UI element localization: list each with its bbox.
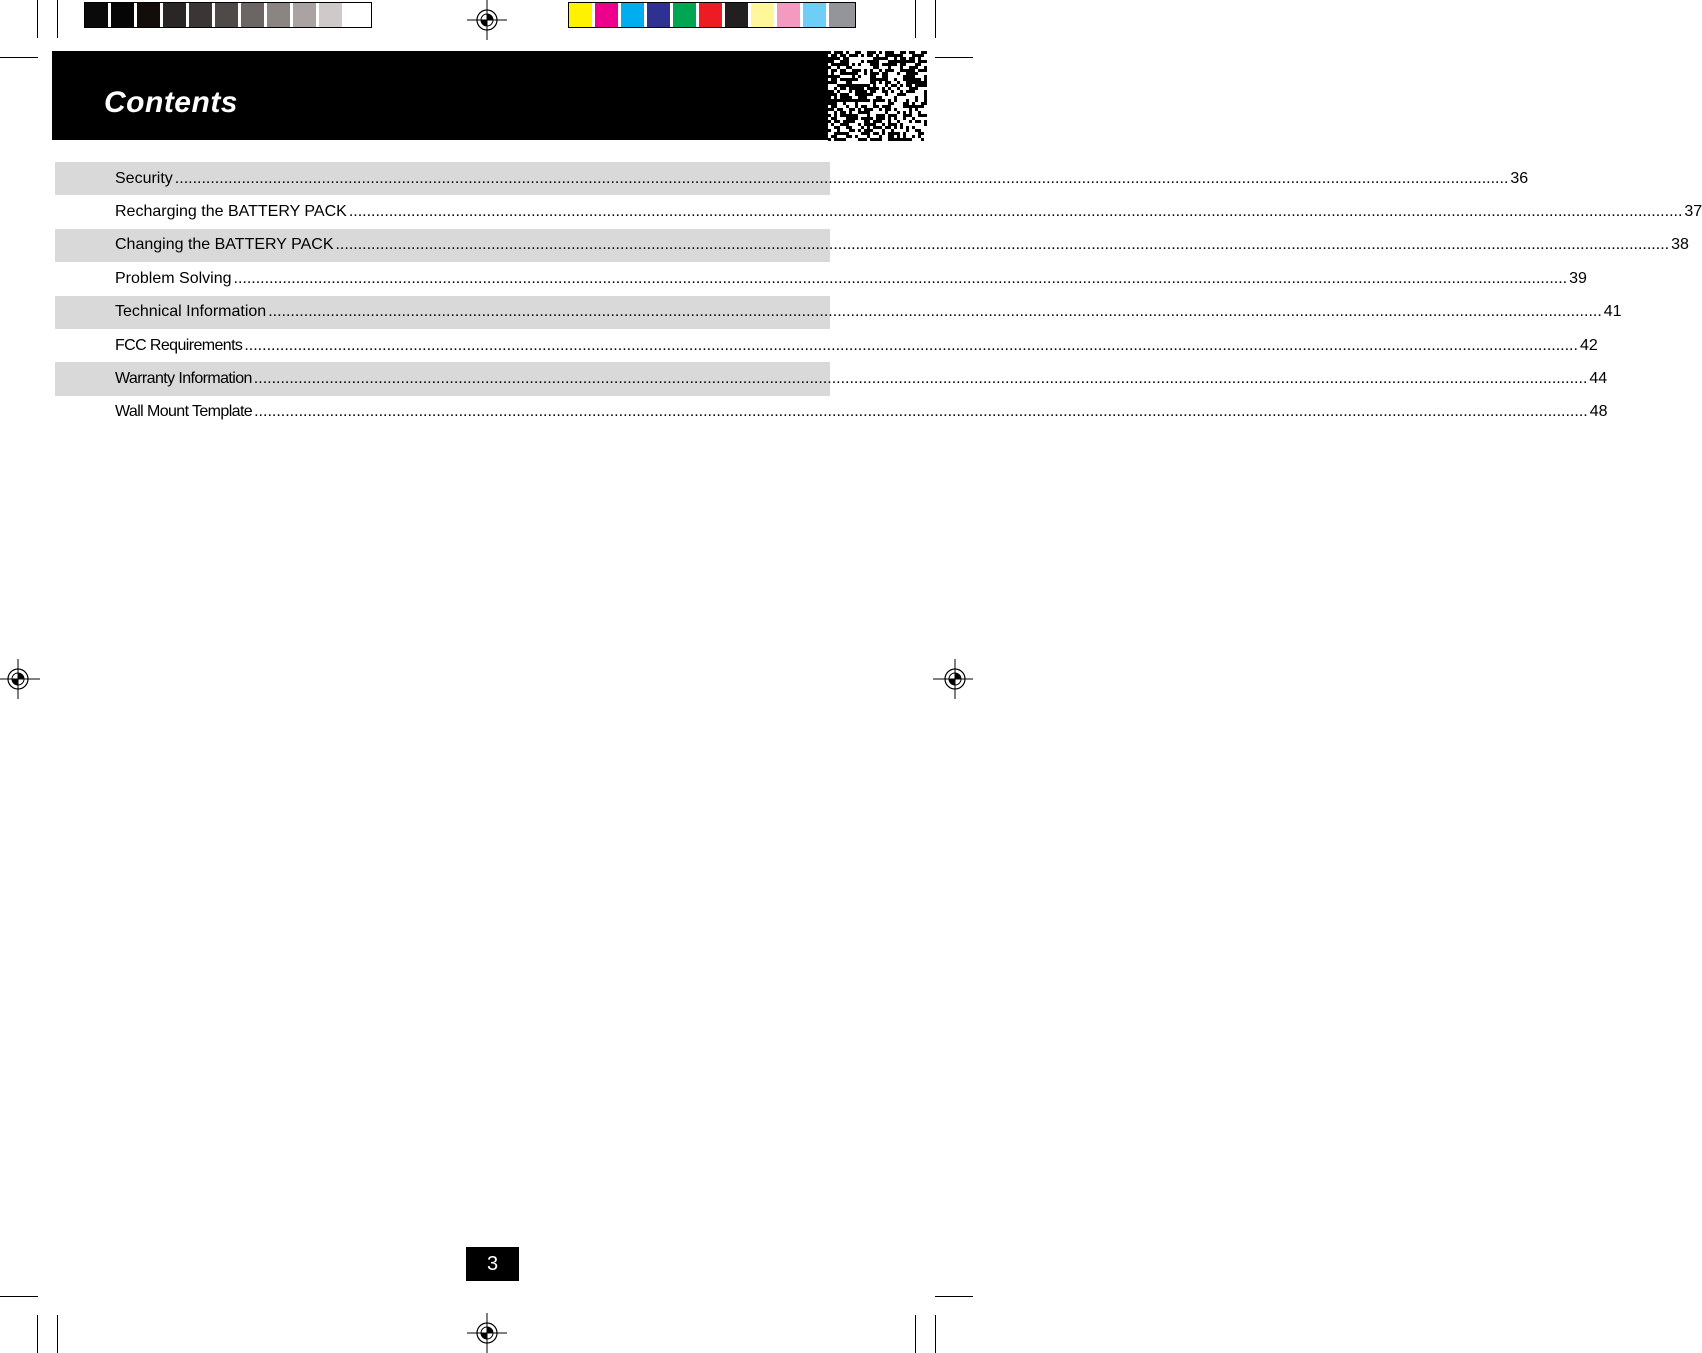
crop-mark-bottom-right-h [935, 1296, 973, 1297]
toc-leader-dots: ............................................................................................................................................................................................................................................................................................................ [348, 203, 1683, 221]
grayscale-color-bar [84, 2, 372, 28]
crop-mark-top-left-v2 [57, 0, 58, 38]
toc-entry-title: Warranty Information [115, 370, 252, 388]
toc-entry-page: 41 [1603, 303, 1622, 321]
toc-entry[interactable] [55, 362, 1608, 395]
grayscale-swatch [85, 3, 111, 27]
grayscale-swatch [215, 3, 241, 27]
toc-entry-page: 37 [1684, 203, 1702, 221]
toc-entry-title: Changing the BATTERY PACK [115, 236, 334, 254]
toc-entry-title: Problem Solving [115, 269, 232, 287]
crop-mark-bottom-left-v2 [57, 1315, 58, 1353]
process-swatch [751, 3, 777, 27]
crop-mark-bottom-right-v2 [915, 1315, 916, 1353]
crop-mark-top-right-v2 [915, 0, 916, 38]
process-swatch [777, 3, 803, 27]
registration-mark-bottom [467, 1313, 507, 1353]
crop-mark-top-left-h [0, 57, 38, 58]
registration-mark-left [0, 659, 40, 699]
toc-leader-dots: ............................................................................................................................................................................................................................................................................................................ [174, 169, 1509, 187]
toc-entry[interactable] [55, 296, 1622, 329]
table-of-contents [55, 162, 1702, 429]
toc-entry-title: Security [115, 169, 173, 187]
toc-entry-title: Recharging the BATTERY PACK [115, 203, 347, 221]
registration-mark-right [933, 659, 973, 699]
process-swatch [621, 3, 647, 27]
toc-entry-page: 39 [1569, 269, 1587, 287]
crop-mark-top-right-h [935, 57, 973, 58]
toc-leader-dots: ............................................................................................................................................................................................................................................................................................................ [268, 303, 1602, 321]
registration-mark-top [467, 0, 507, 40]
grayscale-swatch [319, 3, 345, 27]
grayscale-swatch [111, 3, 137, 27]
crop-mark-top-left-v [37, 0, 38, 38]
noise-pattern-graphic [828, 51, 927, 140]
toc-entry[interactable] [55, 262, 1587, 295]
grayscale-swatch [189, 3, 215, 27]
toc-entry[interactable] [55, 396, 1608, 429]
toc-entry[interactable] [55, 162, 1529, 195]
crop-mark-bottom-left-v [37, 1315, 38, 1353]
grayscale-swatch [163, 3, 189, 27]
process-swatch [647, 3, 673, 27]
toc-entry[interactable] [55, 229, 1689, 262]
page-title: Contents [104, 86, 238, 119]
process-swatch [595, 3, 621, 27]
grayscale-swatch [345, 3, 371, 27]
grayscale-swatch [267, 3, 293, 27]
crop-mark-bottom-right-v [935, 1315, 936, 1353]
grayscale-swatch [241, 3, 267, 27]
process-swatch [569, 3, 595, 27]
toc-entry[interactable] [55, 195, 1702, 228]
toc-leader-dots: ............................................................................................................................................................................................................................................................................................................ [335, 236, 1670, 254]
toc-leader-dots: ............................................................................................................................................................................................................................................................................................................ [233, 269, 1568, 287]
grayscale-swatch [293, 3, 319, 27]
toc-entry-page: 36 [1510, 169, 1529, 187]
process-swatch [829, 3, 855, 27]
crop-mark-bottom-left-h [0, 1296, 38, 1297]
process-swatch [803, 3, 829, 27]
process-swatch [673, 3, 699, 27]
process-swatch [725, 3, 751, 27]
toc-entry-page: 42 [1579, 336, 1598, 354]
toc-entry-page: 44 [1589, 370, 1608, 388]
toc-entry-title: Technical Information [115, 303, 267, 321]
grayscale-swatch [137, 3, 163, 27]
process-swatch [699, 3, 725, 27]
toc-entry-title: Wall Mount Template [115, 403, 253, 421]
toc-leader-dots: ............................................................................................................................................................................................................................................................................................................ [254, 403, 1588, 421]
toc-leader-dots: ............................................................................................................................................................................................................................................................................................................ [253, 370, 1588, 388]
toc-entry-page: 38 [1671, 236, 1689, 254]
toc-entry-page: 48 [1589, 403, 1608, 421]
process-color-bar [568, 2, 856, 28]
toc-leader-dots: ............................................................................................................................................................................................................................................................................................................ [244, 336, 1578, 354]
page-number: 3 [466, 1247, 519, 1281]
toc-entry-title: FCC Requirements [115, 336, 243, 354]
crop-mark-top-right-v [935, 0, 936, 38]
toc-entry[interactable] [55, 329, 1598, 362]
